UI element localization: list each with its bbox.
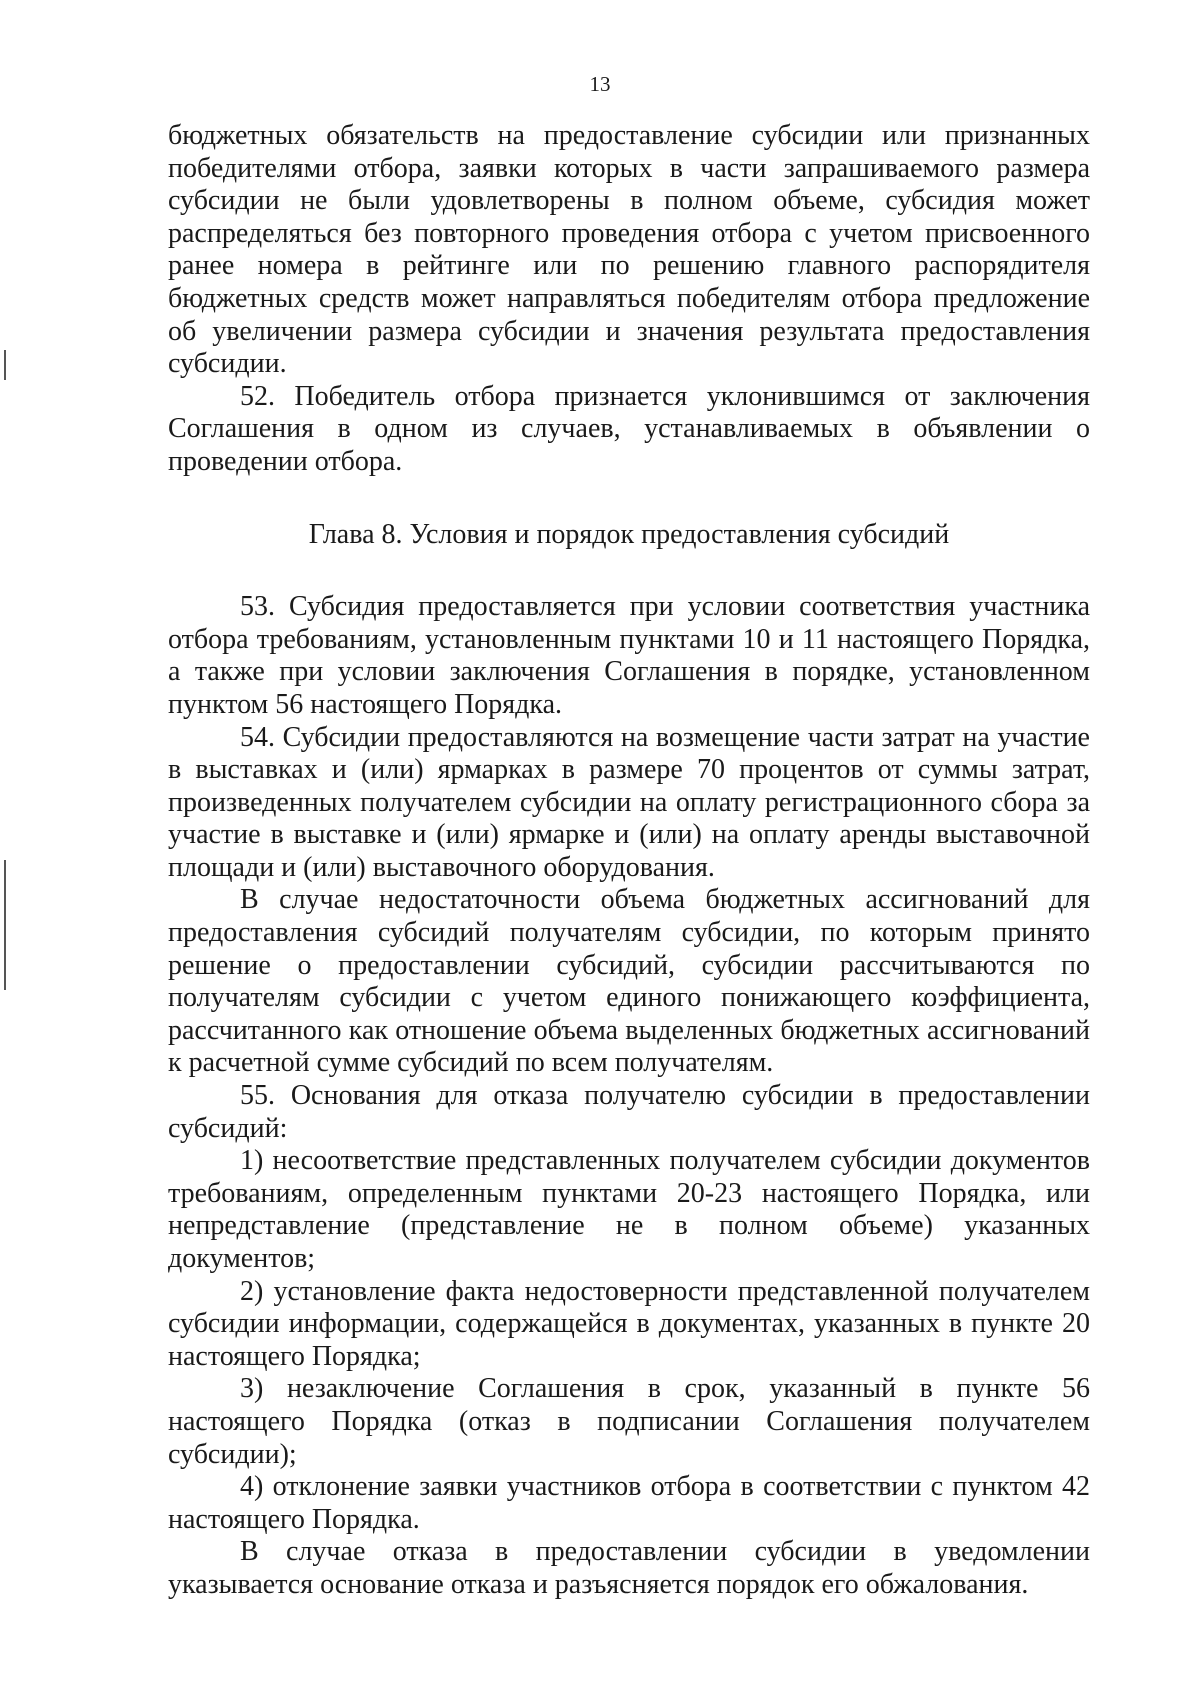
- chapter-heading: Глава 8. Условия и порядок предоставления субсидий: [308, 518, 950, 550]
- scan-edge-mark: [4, 350, 6, 380]
- document-body: [168, 120, 1090, 1602]
- list-item-2: 2) установление факта недостоверности представленной получателем субсидии информации, содержащейся в документах, указанных в пункте 20 настоящего Порядка;: [168, 1275, 1090, 1372]
- list-item-3: 3) незаключение Соглашения в срок, указанный в пункте 56 настоящего Порядка (отказ в подписании Соглашения получателем субсидии);: [168, 1373, 1090, 1470]
- list-item-4: 4) отклонение заявки участников отбора в соответствии с пунктом 42 настоящего Порядка.: [168, 1471, 1090, 1535]
- paragraph-53: 53. Субсидия предоставляется при условии соответствия участника отбора требованиям, установленным пунктами 10 и 11 настоящего Порядка, а также при условии заключения Соглашения в порядке, установленном пунктом 56 настоящего Порядка.: [168, 591, 1090, 720]
- page-number: 13: [589, 72, 611, 96]
- paragraph-55: 55. Основания для отказа получателю субсидии в предоставлении субсидий:: [168, 1080, 1090, 1144]
- paragraph-52: 52. Победитель отбора признается уклонившимся от заключения Соглашения в одном из случаев, устанавливаемых в объявлении о проведении отбора.: [168, 380, 1090, 477]
- list-item-1: 1) несоответствие представленных получателем субсидии документов требованиям, определенным пунктами 20-23 настоящего Порядка, или непредставление (представление не в полном объеме) указанных документов;: [168, 1145, 1090, 1274]
- paragraph-continuation: бюджетных обязательств на предоставление субсидии или признанных победителями отбора, заявки которых в части запрашиваемого размера субсидии не были удовлетворены в полном объеме, субсидия может распределяться без повторного проведения отбора с учетом присвоенного ранее номера в рейтинге или по решению главного распорядителя бюджетных средств может направляться победителям отбора предложение об увеличении размера субсидии и значения результата предоставления субсидии.: [168, 120, 1090, 380]
- paragraph-refusal-notice: В случае отказа в предоставлении субсидии в уведомлении указывается основание отказа и разъясняется порядок его обжалования.: [168, 1536, 1090, 1600]
- scan-edge-mark: [4, 860, 6, 990]
- paragraph-54: 54. Субсидии предоставляются на возмещение части затрат на участие в выставках и (или) ярмарках в размере 70 процентов от суммы затрат, произведенных получателем субсидии на оплату регистрационного сбора за участие в выставке и (или) ярмарке и (или) на оплату аренды выставочной площади и (или) выставочного оборудования.: [168, 721, 1090, 883]
- paragraph-54-insufficiency: В случае недостаточности объема бюджетных ассигнований для предоставления субсидий получателям субсидии, по которым принято решение о предоставлении субсидий, субсидии рассчитываются по получателям субсидии с учетом единого понижающего коэффициента, рассчитанного как отношение объема выделенных бюджетных ассигнований к расчетной сумме субсидий по всем получателям.: [168, 884, 1090, 1079]
